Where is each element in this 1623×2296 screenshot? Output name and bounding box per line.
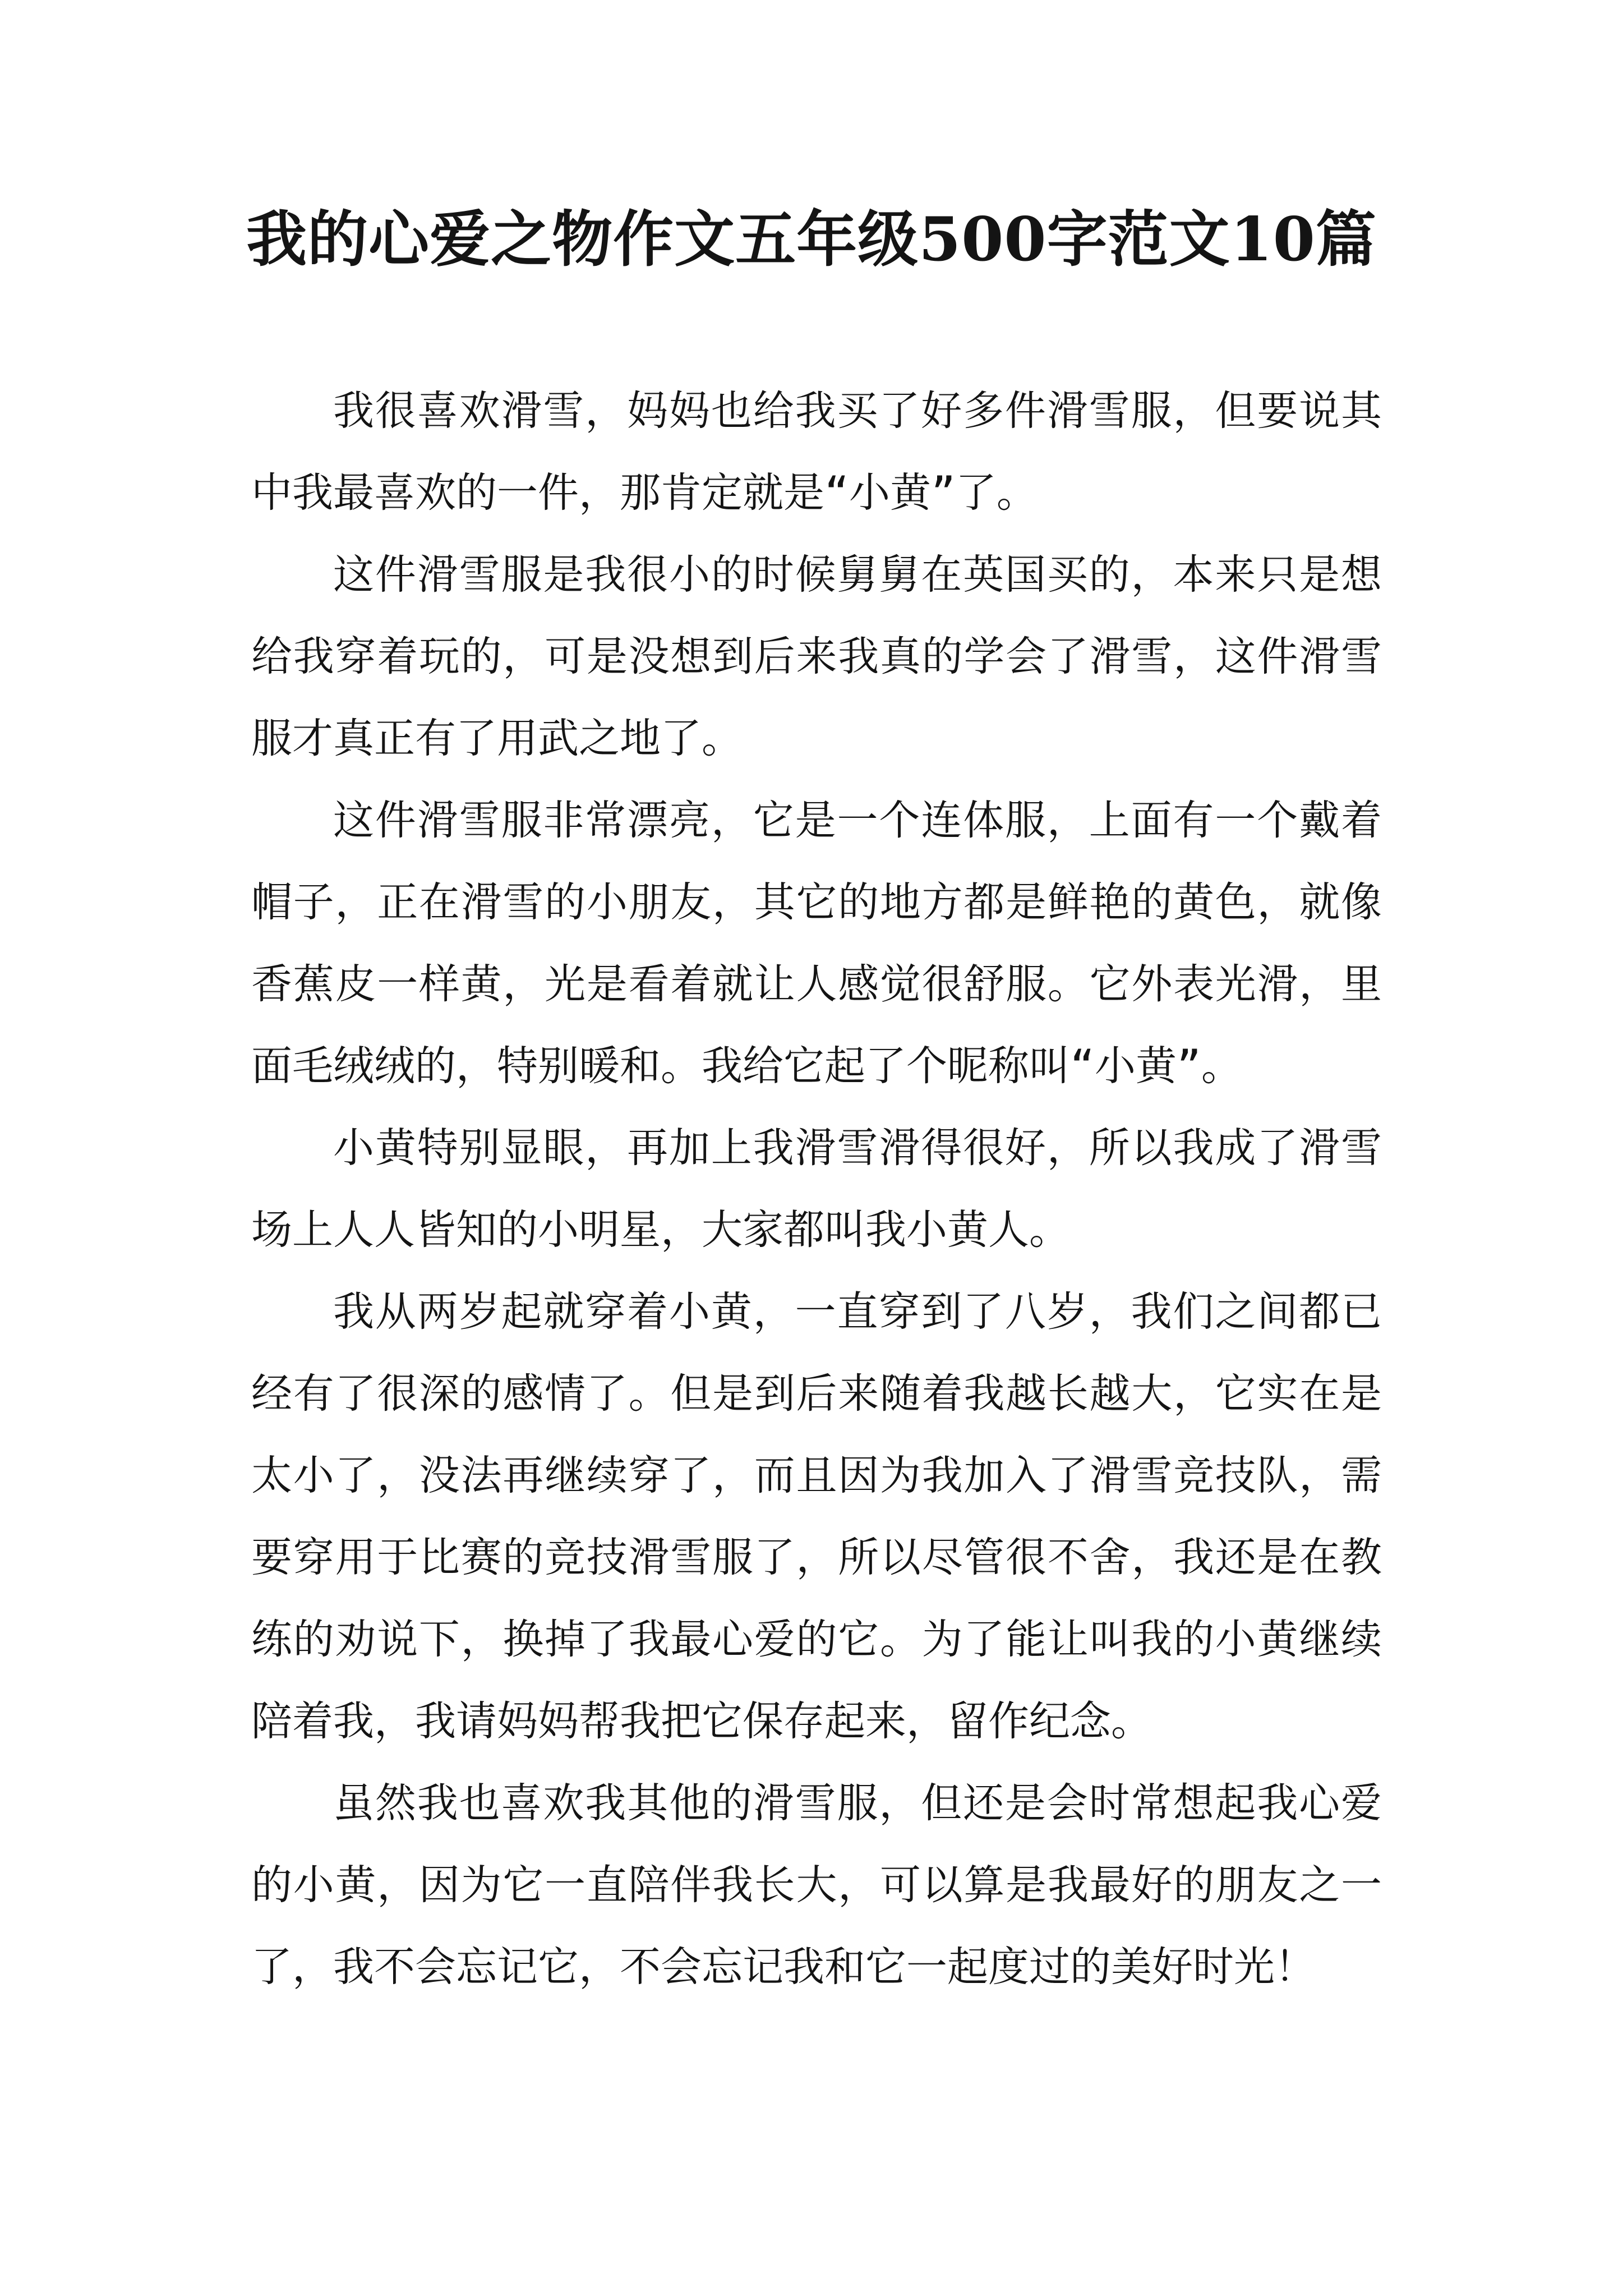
document-body bbox=[251, 370, 1382, 2008]
document-title: 我的心爱之物作文五年级500字范文10篇 bbox=[246, 204, 1377, 275]
paragraph-6: 虽然我也喜欢我其他的滑雪服，但还是会时常想起我心爱的小黄，因为它一直陪伴我长大，可以算是我最好的朋友之一了，我不会忘记它，不会忘记我和它一起度过的美好时光！ bbox=[251, 1779, 1382, 1991]
paragraph-3: 这件滑雪服非常漂亮，它是一个连体服，上面有一个戴着帽子，正在滑雪的小朋友，其它的地方都是鲜艳的黄色，就像香蕉皮一样黄，光是看着就让人感觉很舒服。它外表光滑，里面毛绒绒的，特别暖和。我给它起了个昵称叫“小黄”。 bbox=[251, 797, 1382, 1090]
paragraph-5: 我从两岁起就穿着小黄，一直穿到了八岁，我们之间都已经有了很深的感情了。但是到后来随着我越长越大，它实在是太小了，没法再继续穿了，而且因为我加入了滑雪竞技队，需要穿用于比赛的竞技滑雪服了，所以尽管很不舍，我还是在教练的劝说下，换掉了我最心爱的它。为了能让叫我的小黄继续陪着我，我请妈妈帮我把它保存起来，留作纪念。 bbox=[251, 1288, 1382, 1745]
paragraph-2: 这件滑雪服是我很小的时候舅舅在英国买的，本来只是想给我穿着玩的，可是没想到后来我真的学会了滑雪，这件滑雪服才真正有了用武之地了。 bbox=[251, 551, 1382, 762]
paragraph-1: 我很喜欢滑雪，妈妈也给我买了好多件滑雪服，但要说其中我最喜欢的一件，那肯定就是“小黄”了。 bbox=[251, 387, 1382, 517]
paragraph-4: 小黄特别显眼，再加上我滑雪滑得很好，所以我成了滑雪场上人人皆知的小明星，大家都叫我小黄人。 bbox=[251, 1124, 1382, 1254]
